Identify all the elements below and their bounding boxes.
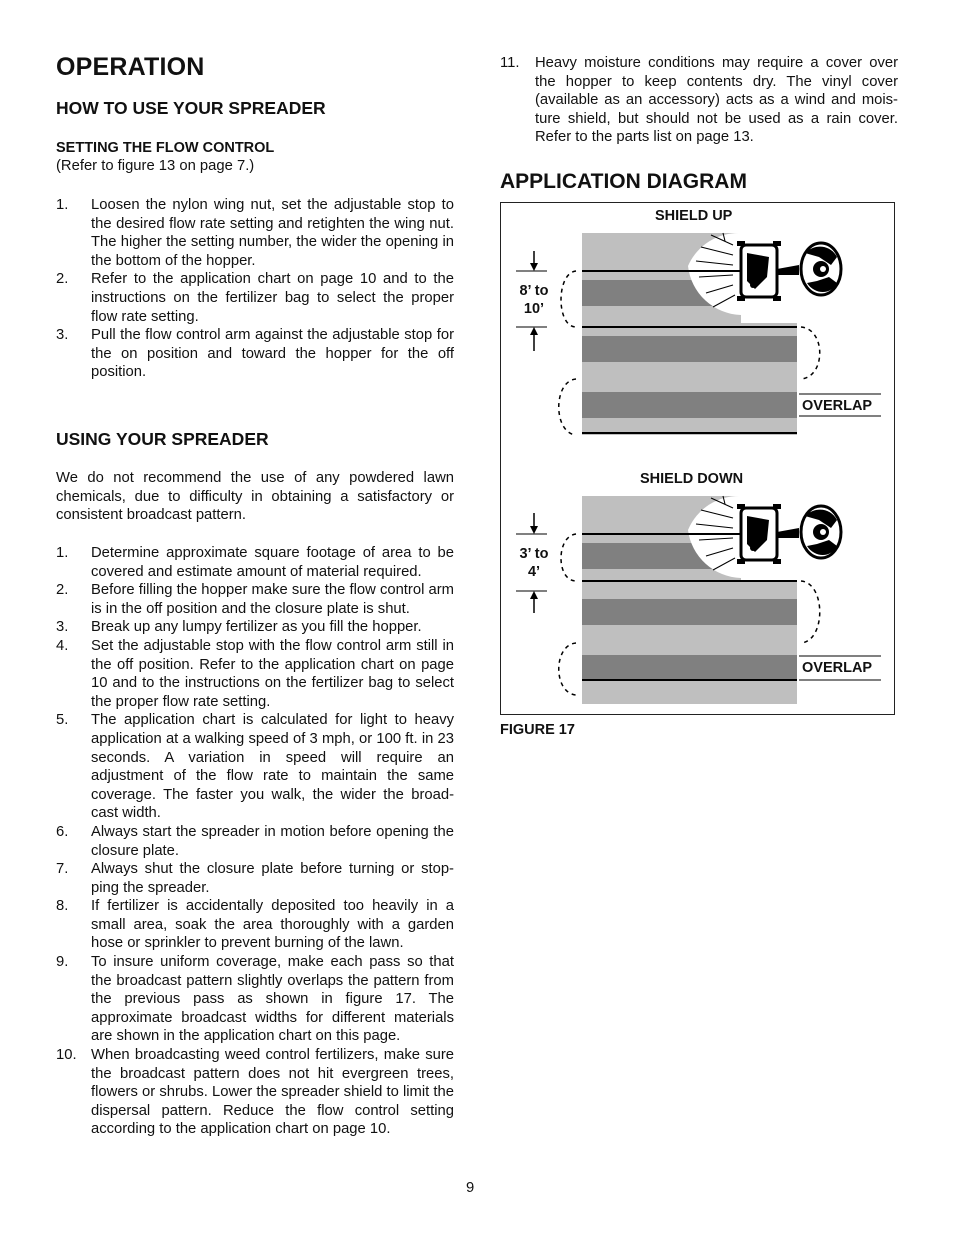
page-number: 9	[466, 1180, 475, 1196]
list-item: 1. Determine approximate square footage of area to be covered and estimate amount of material required.	[56, 545, 454, 580]
list-item: 2. Before filling the hopper make sure the flow control arm is in the off position and the closure plate is shut.	[56, 582, 454, 617]
figure-caption: FIGURE 17	[500, 722, 575, 738]
list-item: 5. The application chart is calculated for light to heavy application at a walking speed of 3 mph, or 100 ft. in 23 seconds. A variation in speed will require an adjustment of the flow rate to maintain the same coverage. The faster you walk, the wider the broad-cast width.	[56, 712, 454, 822]
shield-up-label: SHIELD UP	[655, 208, 733, 224]
list-item: 8. If fertilizer is accidentally deposited too heavily in a small area, soak the area thoroughly with a garden hose or sprinkler to prevent burning of the lawn.	[56, 898, 454, 952]
flow-reference-note: (Refer to figure 13 on page 7.)	[56, 158, 255, 174]
list-item: 3. Break up any lumpy fertilizer as you fill the hopper.	[56, 619, 422, 636]
subheading-flow-control: SETTING THE FLOW CONTROL	[56, 140, 275, 156]
shield-down-overlap-label: OVERLAP	[802, 660, 873, 676]
using-steps-list	[56, 544, 454, 1139]
list-item: 7. Always shut the closure plate before turning or stop-ping the spreader.	[56, 861, 454, 896]
list-item: 6. Always start the spreader in motion before opening the closure plate.	[56, 823, 454, 859]
step-11-list	[500, 54, 898, 147]
page-title: OPERATION	[56, 53, 205, 81]
shield-down-label: SHIELD DOWN	[640, 471, 744, 487]
list-item: 9. To insure uniform coverage, make each pass so that the broadcast pattern slightly overlaps the pattern from the previous pass as shown in figure 17. The approximate broadcast widths for different materials are shown in the application chart on this page.	[56, 954, 454, 1045]
flow-steps-list	[56, 196, 454, 382]
section-heading-using: USING YOUR SPREADER	[56, 429, 269, 449]
list-item: 11. Heavy moisture conditions may require a cover over the hopper to keep contents dry. The vinyl cover (available as an accessory) acts as a wind and mois-ture shield, but should not be used as a rain cover. Refer to the parts list on page 13.	[500, 55, 898, 146]
shield-up-overlap-label: OVERLAP	[802, 398, 873, 414]
shield-up-width-label: 8’ to 10’	[519, 283, 549, 317]
list-item: 1. Loosen the nylon wing nut, set the adjustable stop to the desired flow rate setting and retighten the wing nut. The higher the setting number, the wider the opening in the bottom of the hopper.	[56, 197, 454, 269]
intro-paragraph: We do not recommend the use of any powdered lawn chemicals, due to difficulty in obtaining a satisfactory or consistent broadcast pattern.	[56, 470, 454, 524]
list-item: 4. Set the adjustable stop with the flow control arm still in the off position. Refer to the application chart on page 10 and to the instructions on the fertilizer bag to select the proper flow rate setting.	[56, 637, 454, 710]
application-diagram-heading: APPLICATION DIAGRAM	[500, 170, 747, 193]
section-heading-how-to-use: HOW TO USE YOUR SPREADER	[56, 98, 326, 118]
application-diagram	[500, 202, 895, 715]
list-item: 2. Refer to the application chart on page 10 and to the instructions on the fertilizer bag to select the proper flow rate setting.	[56, 271, 454, 325]
shield-down-width-label: 3’ to 4’	[519, 546, 549, 580]
application-diagram-figure	[501, 203, 894, 714]
list-item: 10. When broadcasting weed control fertilizers, make sure the broadcast pattern does not hit evergreen trees, flowers or shrubs. Lower the spreader shield to limit the dispersal pattern. Reduce the flow control setting according to the application chart on page 10.	[56, 1047, 454, 1138]
list-item: 3. Pull the flow control arm against the adjustable stop for the on position and toward the hopper for the off position.	[56, 327, 454, 381]
